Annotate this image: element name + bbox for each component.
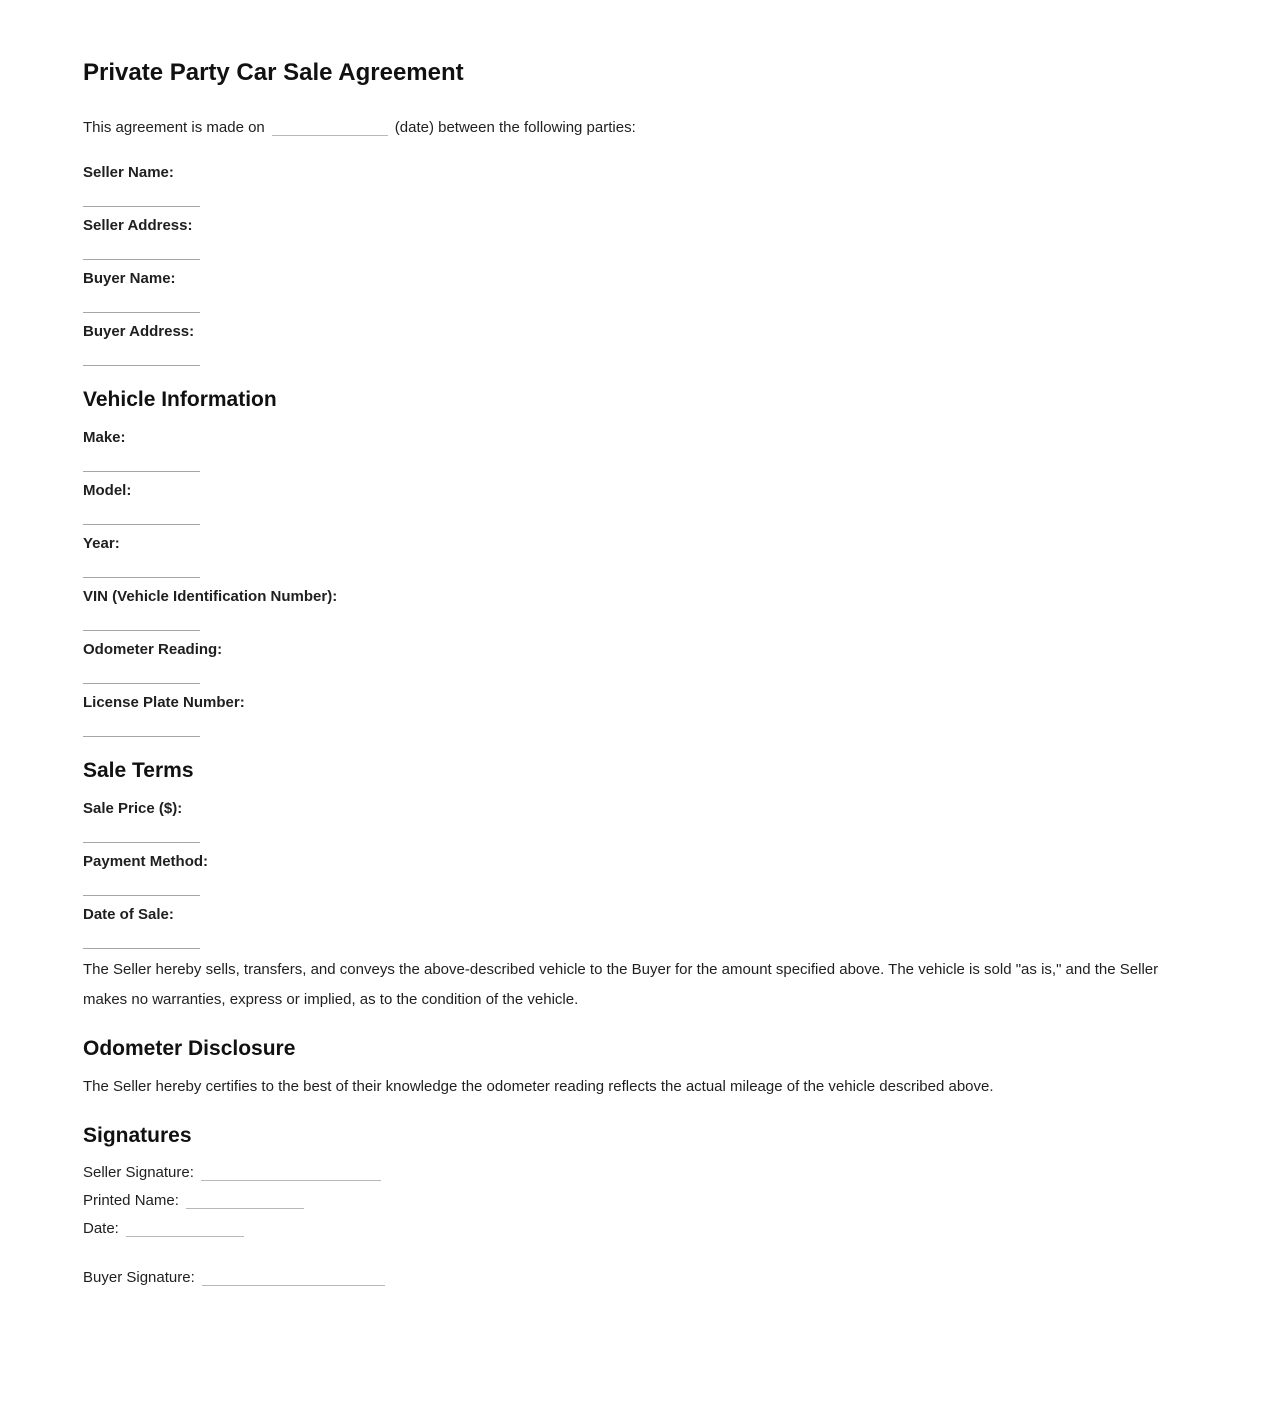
year-blank[interactable] (83, 577, 200, 578)
model-label: Model: (83, 482, 132, 499)
field-vin (83, 582, 1163, 631)
field-sale-price (83, 794, 1163, 843)
buyer-signature-block (83, 1264, 1163, 1292)
seller-signature-block (83, 1159, 1163, 1243)
page-title: Private Party Car Sale Agreement (83, 59, 464, 86)
odometer-disclosure-heading: Odometer Disclosure (83, 1037, 296, 1060)
date-of-sale-label: Date of Sale: (83, 906, 174, 923)
payment-method-blank[interactable] (83, 895, 200, 896)
make-label: Make: (83, 429, 126, 446)
seller-signature-blank[interactable] (201, 1179, 381, 1181)
odometer-reading-label: Odometer Reading: (83, 641, 223, 658)
seller-address-label: Seller Address: (83, 217, 193, 234)
intro-text-after: (date) between the following parties: (394, 119, 636, 136)
field-seller-address (83, 211, 1163, 260)
license-plate-label: License Plate Number: (83, 694, 245, 711)
field-odometer-reading (83, 635, 1163, 684)
odometer-reading-blank[interactable] (83, 683, 200, 684)
signature-date-blank[interactable] (126, 1235, 244, 1237)
buyer-signature-blank[interactable] (202, 1284, 385, 1286)
date-of-sale-blank[interactable] (83, 948, 200, 949)
agreement-date-blank[interactable] (272, 134, 388, 136)
field-year (83, 529, 1163, 578)
buyer-name-label: Buyer Name: (83, 270, 176, 287)
seller-address-blank[interactable] (83, 259, 200, 260)
printed-name-blank[interactable] (186, 1207, 304, 1209)
sale-clause-paragraph: The Seller hereby sells, transfers, and conveys the above-described vehicle to the Buyer for the amount specified above. The vehicle is sold "as is," and the Seller makes no warranties, express or implied, as to the condition of the vehicle. (83, 961, 1159, 1008)
vin-label: VIN (Vehicle Identification Number): (83, 588, 338, 605)
buyer-address-blank[interactable] (83, 365, 200, 366)
seller-name-blank[interactable] (83, 206, 200, 207)
field-date-of-sale (83, 900, 1163, 949)
odometer-disclosure-paragraph: The Seller hereby certifies to the best of their knowledge the odometer reading reflects the actual mileage of the vehicle described above. (83, 1078, 994, 1095)
seller-name-label: Seller Name: (83, 164, 174, 181)
field-model (83, 476, 1163, 525)
intro-text-before: This agreement is made on (83, 119, 265, 136)
signatures-heading: Signatures (83, 1124, 192, 1147)
intro-paragraph (83, 113, 1163, 143)
sale-price-label: Sale Price ($): (83, 800, 183, 817)
agreement-document (83, 57, 1163, 1292)
seller-signature-label: Seller Signature: (83, 1164, 194, 1181)
signature-date-label: Date: (83, 1220, 119, 1237)
field-make (83, 423, 1163, 472)
buyer-signature-label: Buyer Signature: (83, 1269, 195, 1286)
vin-blank[interactable] (83, 630, 200, 631)
vehicle-information-heading: Vehicle Information (83, 388, 277, 411)
year-label: Year: (83, 535, 120, 552)
sale-price-blank[interactable] (83, 842, 200, 843)
license-plate-blank[interactable] (83, 736, 200, 737)
make-blank[interactable] (83, 471, 200, 472)
printed-name-label: Printed Name: (83, 1192, 179, 1209)
sale-terms-heading: Sale Terms (83, 759, 194, 782)
buyer-name-blank[interactable] (83, 312, 200, 313)
field-buyer-name (83, 264, 1163, 313)
field-license-plate (83, 688, 1163, 737)
field-payment-method (83, 847, 1163, 896)
field-buyer-address (83, 317, 1163, 366)
payment-method-label: Payment Method: (83, 853, 209, 870)
field-seller-name (83, 158, 1163, 207)
model-blank[interactable] (83, 524, 200, 525)
buyer-address-label: Buyer Address: (83, 323, 195, 340)
